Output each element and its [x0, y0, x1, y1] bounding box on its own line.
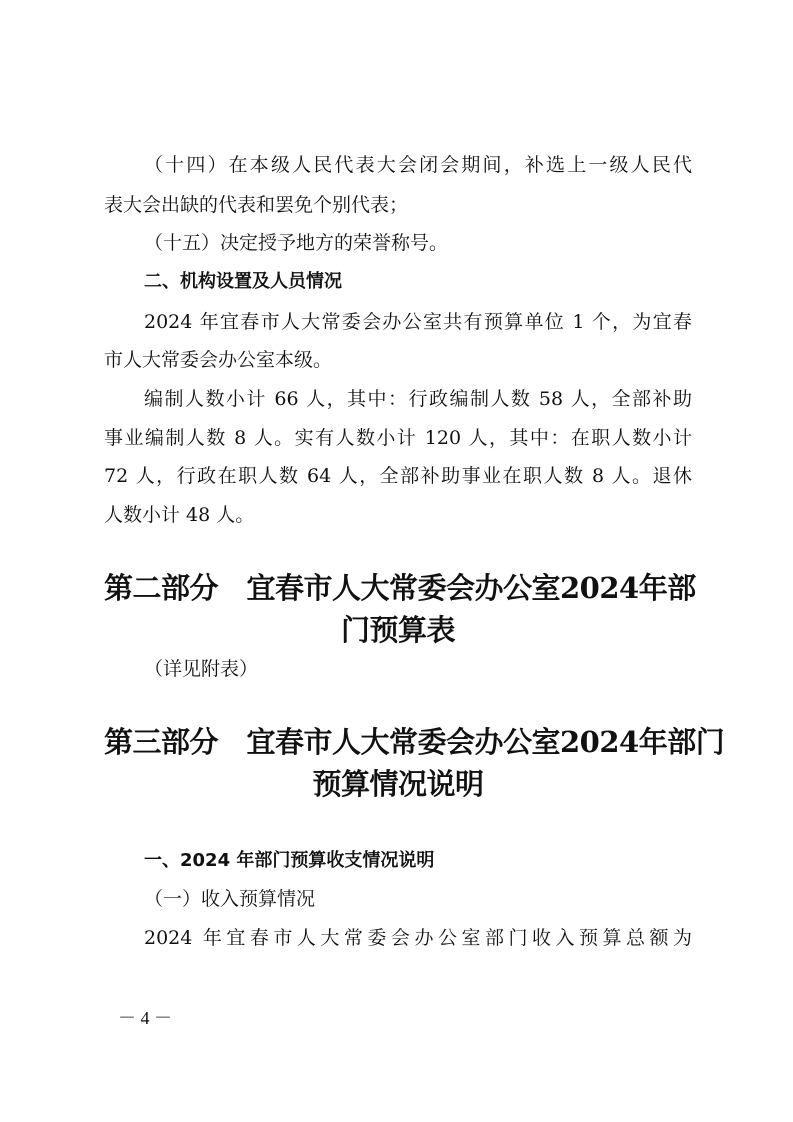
staff-paragraph-line-2: 事业编制人数 8 人。实有人数小计 120 人，其中：在职人数小计	[104, 427, 692, 449]
part-3-subsection-1: （一）收入预算情况	[144, 888, 316, 910]
part-3-title-line-1: 第三部分 宜春市人大常委会办公室2024年部门	[104, 725, 725, 759]
part-2-note: （详见附表）	[144, 658, 259, 680]
org-paragraph-line-1: 2024 年宜春市人大常委会办公室共有预算单位 1 个，为宜春	[144, 311, 692, 333]
paragraph-14-line-1: （十四）在本级人民代表大会闭会期间，补选上一级人民代	[144, 154, 692, 176]
part-2-title-line-1: 第二部分 宜春市人大常委会办公室2024年部	[104, 571, 696, 605]
part-2-title-line-2: 门预算表	[340, 613, 455, 647]
page-number: － 4 －	[118, 1008, 172, 1028]
part-3-section-1-heading: 一、2024 年部门预算收支情况说明	[144, 850, 435, 871]
paragraph-15: （十五）决定授予地方的荣誉称号。	[144, 232, 449, 254]
staff-paragraph-line-3: 72 人，行政在职人数 64 人，全部补助事业在职人数 8 人。退休	[104, 465, 692, 487]
staff-paragraph-line-4: 人数小计 48 人。	[104, 504, 255, 526]
section-2-heading: 二、机构设置及人员情况	[144, 271, 342, 292]
paragraph-14-line-2: 表大会出缺的代表和罢免个别代表；	[104, 194, 409, 216]
org-paragraph-line-2: 市人大常委会办公室本级。	[104, 349, 333, 371]
income-paragraph-line-1: 2024 年宜春市人大常委会办公室部门收入预算总额为	[144, 927, 692, 949]
staff-paragraph-line-1: 编制人数小计 66 人，其中：行政编制人数 58 人，全部补助	[144, 388, 692, 410]
part-3-title-line-2: 预算情况说明	[312, 767, 484, 801]
